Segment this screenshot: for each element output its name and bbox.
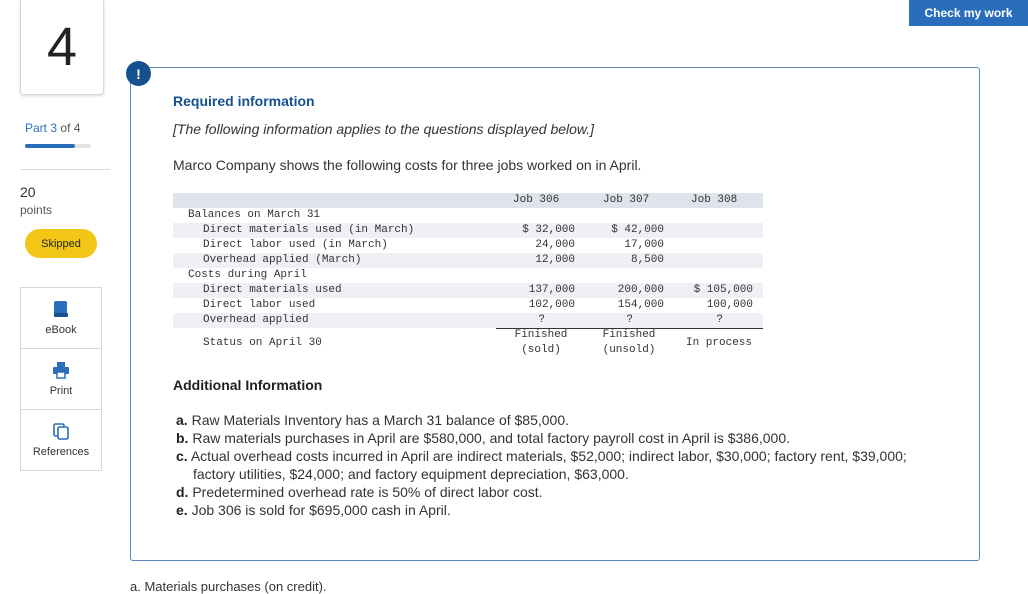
question-number: 4 [20, 0, 104, 95]
cell: $ 105,000 [693, 284, 753, 296]
references-label: References [32, 446, 90, 458]
section-header [173, 268, 763, 283]
alert-icon: ! [126, 61, 151, 86]
required-info-title: Required information [173, 93, 315, 109]
table-row [173, 253, 763, 268]
divider [20, 169, 110, 170]
print-button[interactable] [21, 349, 101, 410]
column-header: Job 308 [691, 194, 738, 206]
cell: 137,000 [528, 284, 575, 296]
additional-info-title: Additional Information [173, 377, 323, 393]
status-badge: Skipped [25, 229, 97, 258]
list-item: b. Raw materials purchases in April are $580,000, and total factory payroll cost in April is $386,000. [176, 430, 791, 446]
cell: Finished (sold) [514, 329, 568, 356]
section-label: Balances on March 31 [188, 209, 321, 221]
job-cost-table [173, 193, 763, 360]
part-progress-bar [25, 144, 91, 148]
points-label: points [20, 203, 53, 217]
cell: $ 32,000 [522, 224, 575, 236]
cell: 200,000 [617, 284, 664, 296]
cell: 12,000 [535, 254, 575, 266]
cell: 102,000 [528, 299, 575, 311]
table-row [173, 298, 763, 313]
table-header-row [173, 193, 763, 208]
additional-info-list [176, 411, 916, 519]
list-item: d. Predetermined overhead rate is 50% of direct labor cost. [176, 484, 543, 500]
row-label: Overhead applied [203, 314, 309, 326]
cell: 24,000 [535, 239, 575, 251]
cell: In process [685, 337, 752, 349]
copy-icon [52, 422, 70, 440]
cell: ? [716, 314, 723, 326]
printer-icon [52, 361, 70, 379]
problem-intro: Marco Company shows the following costs for three jobs worked on in April. [173, 157, 642, 173]
list-item: e. Job 306 is sold for $695,000 cash in April. [176, 502, 451, 518]
print-label: Print [49, 385, 73, 397]
row-label: Direct labor used (in March) [203, 239, 388, 251]
cell: 154,000 [617, 299, 664, 311]
cell: 17,000 [624, 239, 664, 251]
row-label: Direct labor used [203, 299, 316, 311]
row-label: Direct materials used [203, 284, 342, 296]
ebook-button[interactable] [21, 288, 101, 349]
references-button[interactable] [21, 410, 101, 470]
column-header: Job 307 [603, 194, 650, 206]
table-row [173, 313, 763, 328]
list-item: a. Raw Materials Inventory has a March 31 balance of $85,000. [176, 412, 570, 428]
row-label: Status on April 30 [203, 337, 322, 349]
cell: 100,000 [706, 299, 753, 311]
table-row [173, 223, 763, 238]
part-indicator [25, 121, 80, 135]
column-header: Job 306 [513, 194, 560, 206]
part-total: of 4 [60, 121, 81, 135]
row-label: Overhead applied (March) [203, 254, 362, 266]
points-value: 20 [20, 184, 36, 200]
section-header [173, 208, 763, 223]
cell: ? [626, 314, 633, 326]
part-label: Part 3 [25, 121, 58, 135]
check-my-work-button[interactable]: Check my work [909, 0, 1028, 26]
part-progress-fill [25, 144, 75, 148]
book-icon [53, 300, 69, 318]
cell: Finished (unsold) [602, 329, 656, 356]
cell: $ 42,000 [611, 224, 664, 236]
tools-panel [20, 287, 102, 471]
ebook-label: eBook [45, 324, 77, 336]
section-label: Costs during April [188, 269, 307, 281]
required-info-note: [The following information applies to the questions displayed below.] [173, 121, 595, 137]
table-row [173, 238, 763, 253]
list-item: c. Actual overhead costs incurred in April are indirect materials, $52,000; indirect labor, $30,000; factory rent, $39,000; factory utilities, $24,000; and factory equipment depreciation, $63,000. [176, 448, 907, 482]
cell: ? [538, 314, 545, 326]
row-label: Direct materials used (in March) [203, 224, 415, 236]
status-row [173, 328, 763, 360]
table-row [173, 283, 763, 298]
cutoff-question-text: a. Materials purchases (on credit). [130, 579, 327, 594]
cell: 8,500 [630, 254, 664, 266]
